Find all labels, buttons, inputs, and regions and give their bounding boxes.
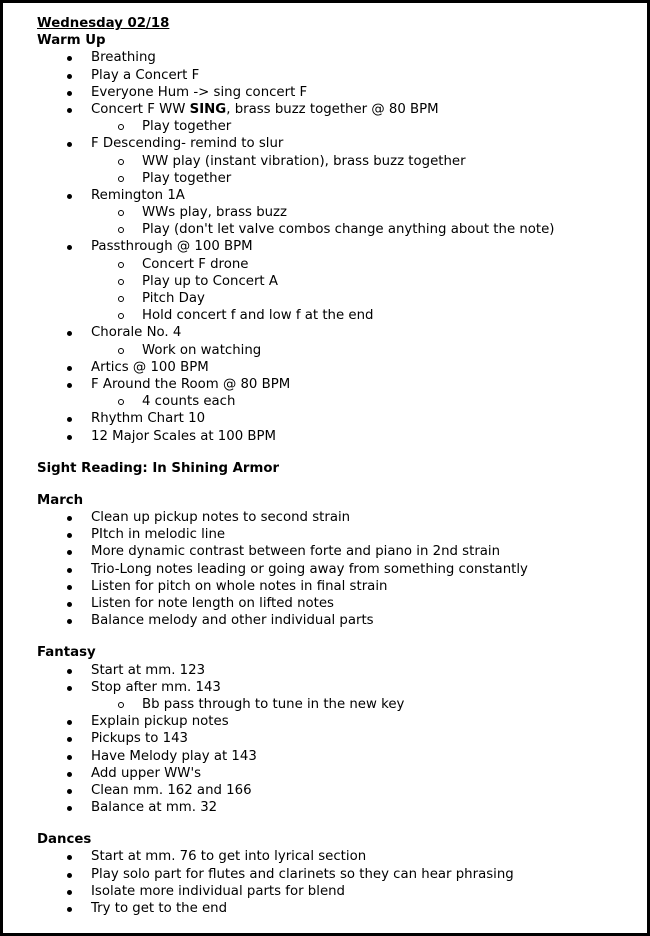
list-item: Clean up pickup notes to second strain <box>37 509 637 526</box>
sub-list-item: 4 counts each <box>37 393 637 410</box>
list-item: Balance melody and other individual parts <box>37 612 637 629</box>
list-item: Balance at mm. 32 <box>37 799 637 816</box>
bullet-icon <box>67 568 72 573</box>
bullet-icon <box>67 602 72 607</box>
list-item: PItch in melodic line <box>37 526 637 543</box>
sub-list-item: Bb pass through to tune in the new key <box>37 696 637 713</box>
spacer <box>37 477 637 492</box>
circle-bullet-icon <box>118 279 124 285</box>
circle-bullet-icon <box>118 159 124 165</box>
fantasy-heading: Fantasy <box>37 645 96 661</box>
list-item: 12 Major Scales at 100 BPM <box>37 428 637 445</box>
list-item: Trio-Long notes leading or going away from something constantly <box>37 561 637 578</box>
bullet-icon <box>67 533 72 538</box>
bullet-icon <box>67 331 72 336</box>
bullet-icon <box>67 108 72 113</box>
circle-bullet-icon <box>118 176 124 182</box>
bullet-icon <box>67 516 72 521</box>
circle-bullet-icon <box>118 296 124 302</box>
sub-list-item: Work on watching <box>37 342 637 359</box>
page-title: Wednesday 02/18 <box>37 16 170 31</box>
bullet-icon <box>67 619 72 624</box>
bullet-icon <box>67 366 72 371</box>
dances-heading: Dances <box>37 832 92 848</box>
bullet-icon <box>67 74 72 79</box>
list-item: More dynamic contrast between forte and piano in 2nd strain <box>37 543 637 560</box>
bullet-icon <box>67 772 72 777</box>
warmup-heading: Warm Up <box>37 33 106 49</box>
bullet-icon <box>67 855 72 860</box>
circle-bullet-icon <box>118 227 124 233</box>
circle-bullet-icon <box>118 313 124 319</box>
list-item: Try to get to the end <box>37 900 637 917</box>
circle-bullet-icon <box>118 702 124 708</box>
sub-list-item: Pitch Day <box>37 290 637 307</box>
sub-list-item: Play together <box>37 118 637 135</box>
bullet-icon <box>67 142 72 147</box>
bullet-icon <box>67 686 72 691</box>
sight-reading-heading: Sight Reading: In Shining Armor <box>37 460 280 476</box>
circle-bullet-icon <box>118 262 124 268</box>
list-item: Play solo part for flutes and clarinets so they can hear phrasing <box>37 866 637 883</box>
sub-list-item: WW play (instant vibration), brass buzz together <box>37 153 637 170</box>
list-item: Clean mm. 162 and 166 <box>37 782 637 799</box>
bullet-icon <box>67 435 72 440</box>
bullet-icon <box>67 873 72 878</box>
list-item: Passthrough @ 100 BPM <box>37 238 637 255</box>
bullet-icon <box>67 383 72 388</box>
bullet-icon <box>67 194 72 199</box>
spacer <box>37 445 637 460</box>
list-item: Breathing <box>37 49 637 66</box>
circle-bullet-icon <box>118 210 124 216</box>
bullet-icon <box>67 806 72 811</box>
sub-list-item: Play (don't let valve combos change anything about the note) <box>37 221 637 238</box>
circle-bullet-icon <box>118 124 124 130</box>
list-item: Rhythm Chart 10 <box>37 410 637 427</box>
sub-list-item: Hold concert f and low f at the end <box>37 307 637 324</box>
bullet-icon <box>67 585 72 590</box>
list-item: Concert F WW SING, brass buzz together @ 80 BPM <box>37 101 637 118</box>
bullet-icon <box>67 890 72 895</box>
list-item: Start at mm. 123 <box>37 662 637 679</box>
bullet-icon <box>67 720 72 725</box>
list-item: Artics @ 100 BPM <box>37 359 637 376</box>
list-item: Have Melody play at 143 <box>37 748 637 765</box>
sub-list-item: WWs play, brass buzz <box>37 204 637 221</box>
bullet-icon <box>67 755 72 760</box>
list-item: Remington 1A <box>37 187 637 204</box>
bullet-icon <box>67 907 72 912</box>
list-item: Everyone Hum -> sing concert F <box>37 84 637 101</box>
sub-list-item: Concert F drone <box>37 256 637 273</box>
bullet-icon <box>67 737 72 742</box>
spacer <box>37 629 637 644</box>
list-item: Add upper WW's <box>37 765 637 782</box>
sub-list-item: Play together <box>37 170 637 187</box>
list-item: Listen for note length on lifted notes <box>37 595 637 612</box>
circle-bullet-icon <box>118 399 124 405</box>
bullet-icon <box>67 245 72 250</box>
bullet-icon <box>67 669 72 674</box>
bullet-icon <box>67 550 72 555</box>
spacer <box>37 816 637 831</box>
bullet-icon <box>67 56 72 61</box>
list-item: Play a Concert F <box>37 67 637 84</box>
list-item: Stop after mm. 143 <box>37 679 637 696</box>
document-content <box>37 15 637 917</box>
list-item: Start at mm. 76 to get into lyrical section <box>37 848 637 865</box>
list-item: Isolate more individual parts for blend <box>37 883 637 900</box>
list-item: F Descending- remind to slur <box>37 135 637 152</box>
march-heading: March <box>37 492 84 508</box>
list-item: Chorale No. 4 <box>37 324 637 341</box>
list-item: Explain pickup notes <box>37 713 637 730</box>
bullet-icon <box>67 789 72 794</box>
list-item: Listen for pitch on whole notes in final strain <box>37 578 637 595</box>
bullet-icon <box>67 91 72 96</box>
list-item: Pickups to 143 <box>37 730 637 747</box>
sub-list-item: Play up to Concert A <box>37 273 637 290</box>
circle-bullet-icon <box>118 348 124 354</box>
bullet-icon <box>67 417 72 422</box>
list-item: F Around the Room @ 80 BPM <box>37 376 637 393</box>
